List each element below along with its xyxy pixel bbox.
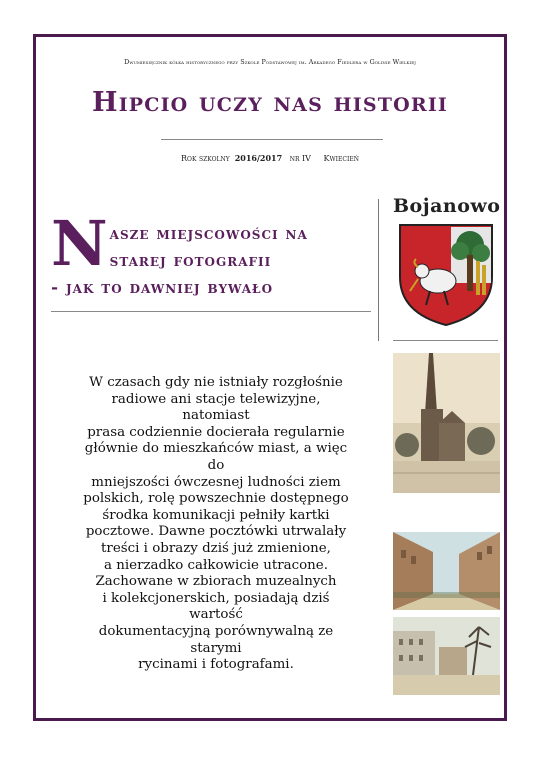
headline-divider [51, 311, 371, 312]
body-line: pocztowe. Dawne pocztówki utrwalały [85, 524, 347, 540]
masthead-title: Hipcio uczy nas historii [91, 87, 448, 118]
headline-line-2: starej fotografii [109, 251, 272, 271]
body-line: dokumentacyjną porównywalną ze starymi [98, 623, 334, 656]
headline-dropcap: N [51, 207, 108, 280]
school-year-label: Rok szkolny [181, 154, 230, 163]
issue-info [36, 153, 504, 163]
masthead-subtitle: Dwumiesięcznik kółka historycznego przy Szkole Podstawowej im. Arkadego Fiedlera w Golinie Wielkiej [124, 58, 416, 66]
old-postcard-street-image [393, 532, 500, 610]
page-frame [33, 34, 507, 721]
crest-divider [393, 340, 498, 341]
body-line: głównie do mieszkańców miast, a więc do [84, 441, 348, 473]
body-line: radiowe ani stacje telewizyjne, natomiast [111, 391, 321, 424]
headline-line-3: - jak to dawniej bywało [51, 278, 274, 298]
coat-of-arms-image [396, 221, 496, 327]
issue-month: Kwiecień [323, 154, 359, 163]
body-line: prasa codziennie docierała regularnie [87, 424, 345, 440]
body-line: Zachowane w zbiorach muzealnych [95, 574, 337, 590]
article-body [81, 375, 351, 674]
headline-line-1: asze miejscowości na [109, 224, 308, 244]
old-postcard-church-image [393, 353, 500, 493]
article-headline [51, 207, 371, 302]
school-year: 2016/2017 [234, 153, 283, 163]
town-name: Bojanowo [393, 195, 501, 217]
body-line: i kolekcjonerskich, posiadają dziś wartość [102, 590, 330, 623]
issue-number: nr IV [289, 154, 311, 163]
old-postcard-square-image [393, 617, 500, 695]
body-line: mniejszości ówczesnej ludności ziem [91, 474, 341, 490]
body-line: rycinami i fotografami. [138, 657, 294, 673]
body-line: środka komunikacji pełniły kartki [102, 507, 330, 523]
body-line: W czasach gdy nie istniały rozgłośnie [89, 375, 343, 390]
body-line: polskich, rolę powszechnie dostępnego [83, 491, 349, 507]
masthead-divider [161, 139, 383, 140]
body-line: a nierzadko całkowicie utracone. [104, 557, 328, 573]
body-line: treści i obrazy dziś już zmienione, [101, 540, 331, 556]
sidebar-divider [378, 199, 379, 341]
